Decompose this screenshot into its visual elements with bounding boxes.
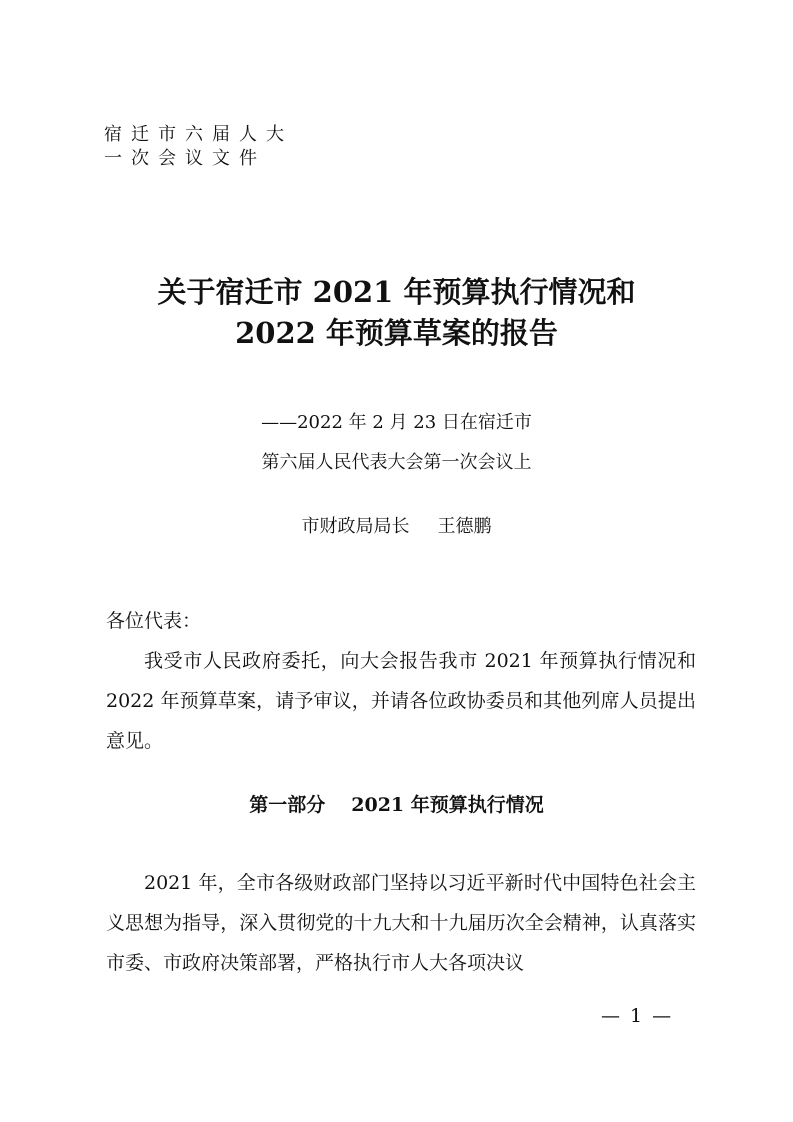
section-heading [0, 790, 793, 820]
section-title: 2021 年预算执行情况 [351, 794, 544, 816]
speaker-role: 市财政局局长 [301, 516, 410, 537]
document-label-line2: 一次会议文件 [104, 148, 266, 169]
section-label: 第一部分 [249, 794, 326, 816]
report-title-line1: 关于宿迁市 2021 年预算执行情况和 [157, 275, 636, 309]
document-label-line1: 宿迁市六届人大 [104, 124, 293, 145]
intro-paragraph: 我受市人民政府委托，向大会报告我市 2021 年预算执行情况和 2022 年预算草案，请予审议，并请各位政协委员和其他列席人员提出意见。 [106, 650, 696, 752]
report-meeting-line: 第六届人民代表大会第一次会议上 [261, 452, 532, 473]
salutation: 各位代表： [106, 610, 202, 632]
speaker-name: 王德鹏 [437, 516, 492, 537]
speaker-line [0, 514, 793, 540]
report-date-line: ——2022 年 2 月 23 日在宿迁市 [261, 412, 532, 433]
report-title-line2: 2022 年预算草案的报告 [235, 316, 558, 350]
body-paragraph: 2021 年，全市各级财政部门坚持以习近平新时代中国特色社会主义思想为指导，深入贯彻党的十九大和十九届历次全会精神，认真落实市委、市政府决策部署，严格执行市人大各项决议 [106, 872, 696, 974]
page-number: — 1 — [601, 1005, 674, 1027]
